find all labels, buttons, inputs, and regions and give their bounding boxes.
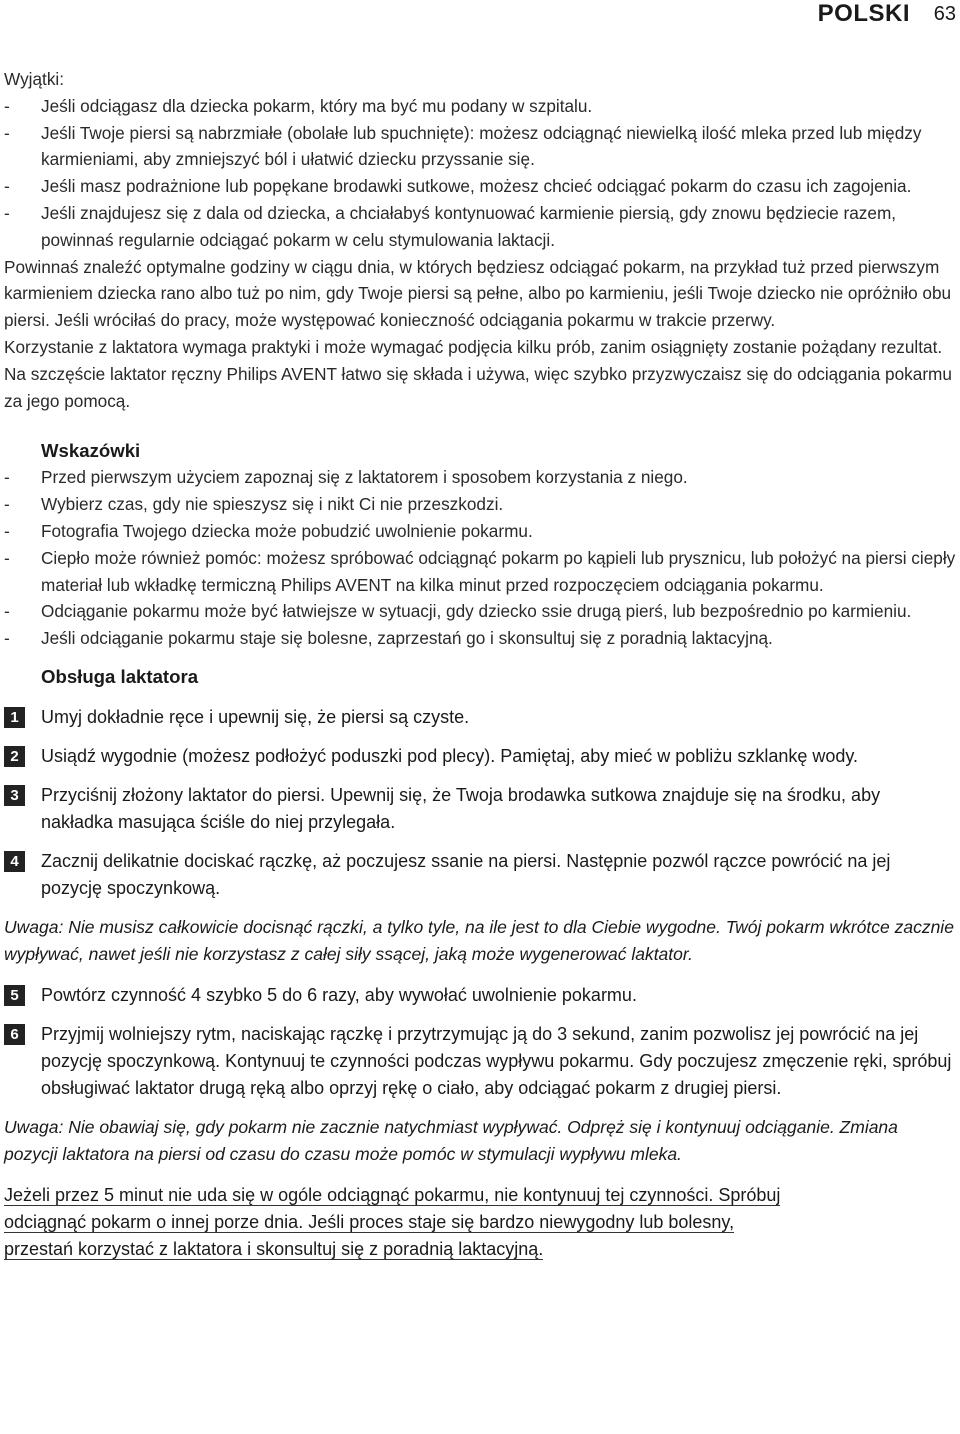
note: Uwaga: Nie musisz całkowicie docisnąć rączki, a tylko tyle, na ile jest to dla Ciebie wygodne. Twój pokarm wkrótce zacznie wypływać, nawet jeśli nie korzystasz z całej siły ssącej, jaką może wygenerować laktator. <box>4 916 954 964</box>
step-number: 3 <box>4 785 25 806</box>
final-paragraph: Jeżeli przez 5 minut nie uda się w ogóle odciągnąć pokarmu, nie kontynuuj tej czynności. Spróbuj odciągnąć pokarm o innej porze dnia. Jeśli proces staje się bardzo niewygodny lub bolesny, przestań korzystać z laktatora i skonsultuj się z poradnią laktacyjną. <box>4 1184 781 1259</box>
list-item: - Jeśli odciągasz dla dziecka pokarm, który ma być mu podany w szpitalu. <box>4 95 593 116</box>
tips-heading: Wskazówki <box>41 440 141 462</box>
step-number: 2 <box>4 746 25 767</box>
step-2: 2 Usiądź wygodnie (możesz podłożyć poduszki pod plecy). Pamiętaj, aby mieć w pobliżu szklankę wody. <box>4 743 956 770</box>
paragraph: Powinnaś znaleźć optymalne godziny w ciągu dnia, w których będziesz odciągać pokarm, na przykład tuż przed pierwszym karmieniem dziecka rano albo tuż po nim, gdy Twoje piersi są pełne, albo po karmieniu, jeśli Twoje dziecko nie opróżniło obu piersi. Jeśli wróciłaś do pracy, może występować konieczność odciągania pokarmu w trakcie przerwy. <box>4 256 952 331</box>
page-header <box>0 0 960 34</box>
list-item: - Wybierz czas, gdy nie spieszysz się i nikt Ci nie przeszkodzi. <box>4 494 504 515</box>
page-number: 63 <box>933 3 956 25</box>
list-item: - Przed pierwszym użyciem zapoznaj się z laktatorem i sposobem korzystania z niego. <box>4 467 688 488</box>
step-number: 1 <box>4 707 25 728</box>
step-number: 5 <box>4 985 25 1006</box>
step-number: 4 <box>4 851 25 872</box>
list-item: - Jeśli znajdujesz się z dala od dziecka, a chciałabyś kontynuować karmienie piersią, gdy znowu będziecie razem, powinnaś regularnie odciągać pokarm w celu stymulowania laktacji. <box>4 202 897 250</box>
list-item: - Ciepło może również pomóc: możesz spróbować odciągnąć pokarm po kąpieli lub prysznicu, lub położyć na piersi ciepły materiał lub wkładkę termiczną Philips AVENT na kilka minut przed rozpoczęciem odciągania pokarmu. <box>4 547 956 595</box>
exceptions-title: Wyjątki: <box>4 69 65 89</box>
usage-heading: Obsługa laktatora <box>41 665 199 687</box>
page-content <box>4 66 956 1263</box>
step-4: 4 Zacznij delikatnie dociskać rączkę, aż poczujesz ssanie na piersi. Następnie pozwól rączce powrócić na jej pozycję spoczynkową. <box>4 848 956 902</box>
paragraph: Korzystanie z laktatora wymaga praktyki i może wymagać podjęcia kilku prób, zanim osiągnięty zostanie pożądany rezultat. Na szczęście laktator ręczny Philips AVENT łatwo się składa i używa, więc szybko przyzwyczaisz się do odciągania pokarmu za jego pomocą. <box>4 336 952 411</box>
list-item: - Jeśli Twoje piersi są nabrzmiałe (obolałe lub spuchnięte): możesz odciągnąć niewielką ilość mleka przed lub między karmieniami, aby zmniejszyć ból i ułatwić dziecku przyssanie się. <box>4 122 922 170</box>
step-6: 6 Przyjmij wolniejszy rytm, naciskając rączkę i przytrzymując ją do 3 sekund, zanim pozwolisz jej powrócić na jej pozycję spoczynkową. Kontynuuj te czynności podczas wypływu pokarmu. Gdy poczujesz zmęczenie ręki, spróbuj obsługiwać laktator drugą ręką albo oprzyj rękę o ciało, aby odciągać pokarm z drugiej piersi. <box>4 1021 956 1102</box>
step-1: 1 Umyj dokładnie ręce i upewnij się, że piersi są czyste. <box>4 704 956 731</box>
step-5: 5 Powtórz czynność 4 szybko 5 do 6 razy, aby wywołać uwolnienie pokarmu. <box>4 982 956 1009</box>
step-3: 3 Przyciśnij złożony laktator do piersi. Upewnij się, że Twoja brodawka sutkowa znajduje się na środku, aby nakładka masująca ściśle do niej przylegała. <box>4 782 956 836</box>
language-label: POLSKI <box>817 0 910 27</box>
list-item: - Jeśli masz podrażnione lub popękane brodawki sutkowe, możesz chcieć odciągać pokarm do czasu ich zagojenia. <box>4 176 912 197</box>
list-item: - Odciąganie pokarmu może być łatwiejsze w sytuacji, gdy dziecko ssie drugą pierś, lub bezpośrednio po karmieniu. <box>4 601 912 622</box>
step-number: 6 <box>4 1024 25 1045</box>
list-item: - Jeśli odciąganie pokarmu staje się bolesne, zaprzestań go i skonsultuj się z poradnią laktacyjną. <box>4 628 773 649</box>
list-item: - Fotografia Twojego dziecka może pobudzić uwolnienie pokarmu. <box>4 520 533 541</box>
note: Uwaga: Nie obawiaj się, gdy pokarm nie zacznie natychmiast wypływać. Odpręż się i kontynuuj odciąganie. Zmiana pozycji laktatora na piersi od czasu do czasu może pomóc w stymulacji wypływu mleka. <box>4 1116 898 1164</box>
